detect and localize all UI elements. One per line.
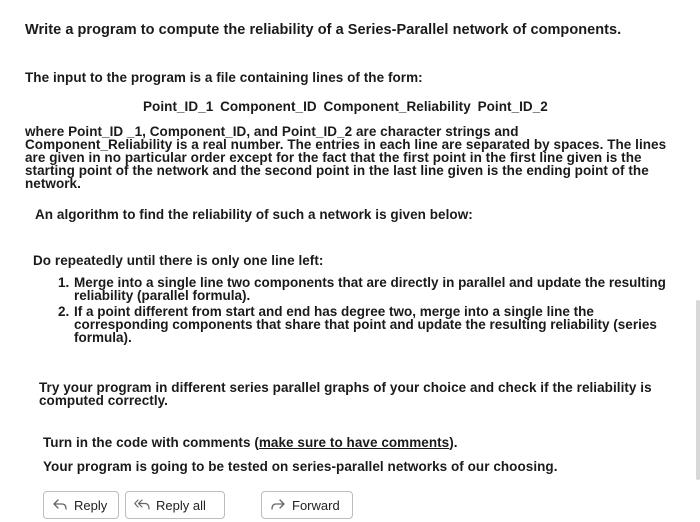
turn-in-emphasis: make sure to have comments — [258, 435, 450, 450]
step-2-line-1: If a point different from start and end has degree two, merge into a single line the — [74, 304, 594, 319]
try-line-1: Try your program in different series parallel graphs of your choice and check if the reliability is — [39, 380, 652, 395]
reply-label: Reply — [74, 497, 108, 513]
step-2-line-3: formula). — [74, 330, 132, 345]
try-line-2: computed correctly. — [39, 393, 168, 408]
step-1-line-2: reliability (parallel formula). — [74, 288, 251, 303]
input-intro: The input to the program is a file containing lines of the form: — [25, 70, 423, 85]
forward-button[interactable] — [261, 491, 353, 519]
step-1-number: 1. — [58, 275, 70, 290]
where-line-2: Component_Reliability is a real number. The entries in each line are separated by spaces. The lines — [25, 137, 667, 152]
step-2-line-2: corresponding components that share that point and update the resulting reliability (series — [74, 317, 657, 332]
turn-in-line — [43, 436, 458, 449]
algorithm-intro: An algorithm to find the reliability of such a network is given below: — [35, 207, 473, 222]
reply-all-button[interactable] — [125, 491, 225, 519]
reply-icon — [52, 497, 68, 513]
email-title: Write a program to compute the reliability of a Series-Parallel network of components. — [25, 22, 622, 38]
turn-in-prefix: Turn in the code with comments ( — [43, 435, 259, 450]
step-2-number: 2. — [58, 304, 70, 319]
reply-button[interactable] — [43, 491, 119, 519]
where-line-5: network. — [25, 176, 81, 191]
where-line-1: where Point_ID _1, Component_ID, and Point_ID_2 are character strings and — [25, 124, 519, 139]
where-line-4: starting point of the network and the second point in the last line given is the ending point of the — [25, 163, 649, 178]
step-2 — [58, 305, 678, 347]
reply-all-icon — [134, 497, 150, 513]
tested-line: Your program is going to be tested on series-parallel networks of our choosing. — [43, 459, 558, 474]
forward-label: Forward — [292, 497, 340, 513]
reply-all-label: Reply all — [156, 497, 206, 513]
step-1-line-1: Merge into a single line two components that are directly in parallel and update the resulting — [74, 275, 666, 290]
repeat-line: Do repeatedly until there is only one line left: — [33, 253, 324, 268]
where-line-3: are given in no particular order except for the fact that the first point in the first line given is the — [25, 150, 642, 165]
scrollbar[interactable] — [696, 300, 700, 480]
step-1 — [58, 276, 678, 306]
forward-icon — [270, 497, 286, 513]
line-format: Point_ID_1 Component_ID Component_Reliability Point_ID_2 — [143, 99, 548, 114]
turn-in-suffix: ). — [449, 435, 458, 450]
